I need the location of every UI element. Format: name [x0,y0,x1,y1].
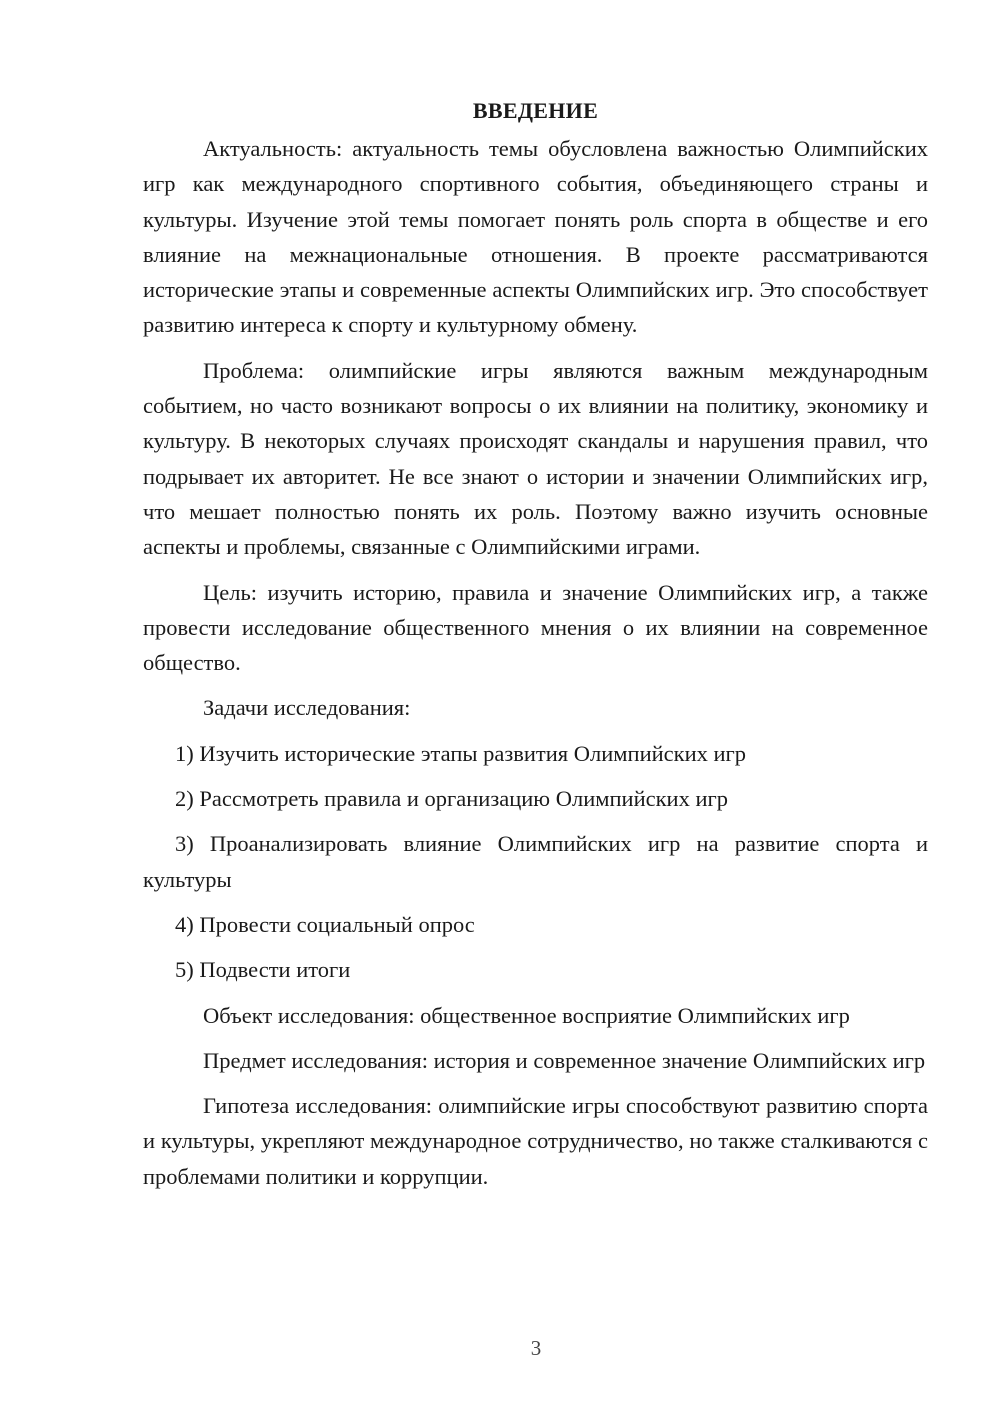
problem-paragraph: Проблема: олимпийские игры являются важным международным событием, но часто возникают вопросы о их влиянии на политику, экономику и культуру. В некоторых случаях происходят скандалы и нарушения правил, что подрывает их авторитет. Не все знают о истории и значении Олимпийских игр, что мешает полностью понять их роль. Поэтому важно изучить основные аспекты и проблемы, связанные с Олимпийскими играми. [143,357,928,560]
section-title: ВВЕДЕНИЕ [472,98,599,123]
hypothesis-paragraph: Гипотеза исследования: олимпийские игры способствуют развитию спорта и культуры, укрепляют международное сотрудничество, но также сталкиваются с проблемами политики и коррупции. [143,1093,928,1189]
task-item-5: 5) Подвести итоги [175,957,351,983]
subject-paragraph: Предмет исследования: история и современное значение Олимпийских игр [203,1047,926,1073]
task-item-2: 2) Рассмотреть правила и организацию Олимпийских игр [175,786,728,812]
task-item-4: 4) Провести социальный опрос [175,911,475,937]
object-paragraph: Объект исследования: общественное восприятие Олимпийских игр [203,1002,850,1028]
relevance-paragraph: Актуальность: актуальность темы обусловлена важностью Олимпийских игр как международного спортивного события, объединяющего страны и культуры. Изучение этой темы помогает понять роль спорта в обществе и его влияние на межнациональные отношения. В проекте рассматриваются исторические этапы и современные аспекты Олимпийских игр. Это способствует развитию интереса к спорту и культурному обмену. [143,136,928,338]
task-item-1: 1) Изучить исторические этапы развития Олимпийских игр [175,740,747,766]
tasks-heading: Задачи исследования: [203,695,411,721]
goal-paragraph: Цель: изучить историю, правила и значение Олимпийских игр, а также провести исследование общественного мнения о их влиянии на современное общество. [143,579,928,676]
document-body [143,93,928,1204]
task-item-3: 3) Проанализировать влияние Олимпийских игр на развитие спорта и культуры [143,831,928,892]
page-number: 3 [530,1336,542,1360]
